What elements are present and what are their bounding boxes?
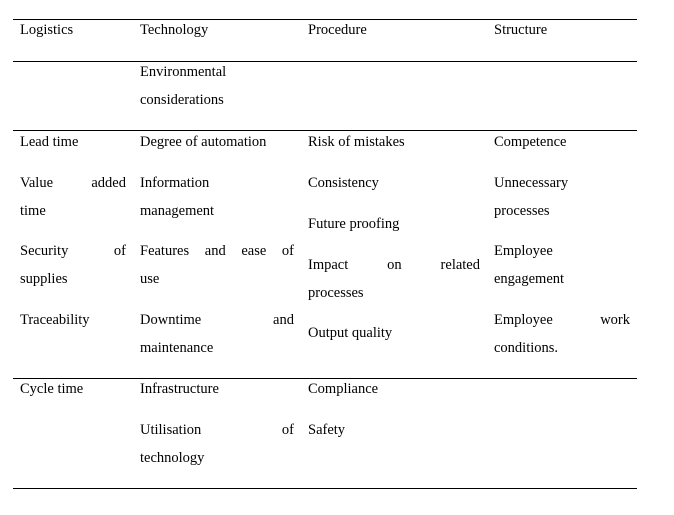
- cell-value-added-1: Value added: [20, 175, 126, 191]
- cell-environmental-1: Environmental: [140, 64, 227, 80]
- cell-features-2: use: [140, 271, 160, 287]
- cell-engagement-2: engagement: [494, 271, 565, 287]
- cell-environmental-2: considerations: [140, 92, 224, 108]
- cell-downtime-1: Downtime and: [140, 312, 294, 328]
- header-logistics: Logistics: [20, 22, 74, 38]
- cell-impact-1: Impact on related: [308, 257, 480, 273]
- bottom-rule: [13, 488, 637, 489]
- cell-impact-2: processes: [308, 285, 364, 301]
- cell-safety: Safety: [308, 422, 346, 438]
- cell-traceability: Traceability: [20, 312, 90, 328]
- cell-security-2: supplies: [20, 271, 68, 287]
- cell-conditions-1: Employee work: [494, 312, 630, 328]
- cell-unnecessary-2: processes: [494, 203, 550, 219]
- cell-consistency: Consistency: [308, 175, 379, 191]
- header-technology: Technology: [140, 22, 209, 38]
- cell-lead-time: Lead time: [20, 134, 79, 150]
- cell-degree-automation: Degree of automation: [140, 134, 267, 150]
- cell-downtime-2: maintenance: [140, 340, 214, 356]
- cell-cycle-time: Cycle time: [20, 381, 84, 397]
- cell-features-1: Features and ease of: [140, 243, 294, 259]
- cell-output-quality: Output quality: [308, 325, 393, 341]
- cell-infrastructure: Infrastructure: [140, 381, 219, 397]
- cell-engagement-1: Employee: [494, 243, 553, 259]
- cell-competence: Competence: [494, 134, 567, 150]
- cell-security-1: Security of: [20, 243, 126, 259]
- cell-information-2: management: [140, 203, 215, 219]
- header-structure: Structure: [494, 22, 548, 38]
- cell-conditions-2: conditions.: [494, 340, 559, 356]
- cell-compliance: Compliance: [308, 381, 379, 397]
- header-procedure: Procedure: [308, 22, 367, 38]
- header-rule: [13, 61, 637, 62]
- cell-information-1: Information: [140, 175, 210, 191]
- cell-unnecessary-1: Unnecessary: [494, 175, 569, 191]
- cell-utilisation-2: technology: [140, 450, 205, 466]
- cell-risk-mistakes: Risk of mistakes: [308, 134, 405, 150]
- cell-value-added-2: time: [20, 203, 46, 219]
- cell-future-proofing: Future proofing: [308, 216, 400, 232]
- cell-utilisation-1: Utilisation of: [140, 422, 294, 438]
